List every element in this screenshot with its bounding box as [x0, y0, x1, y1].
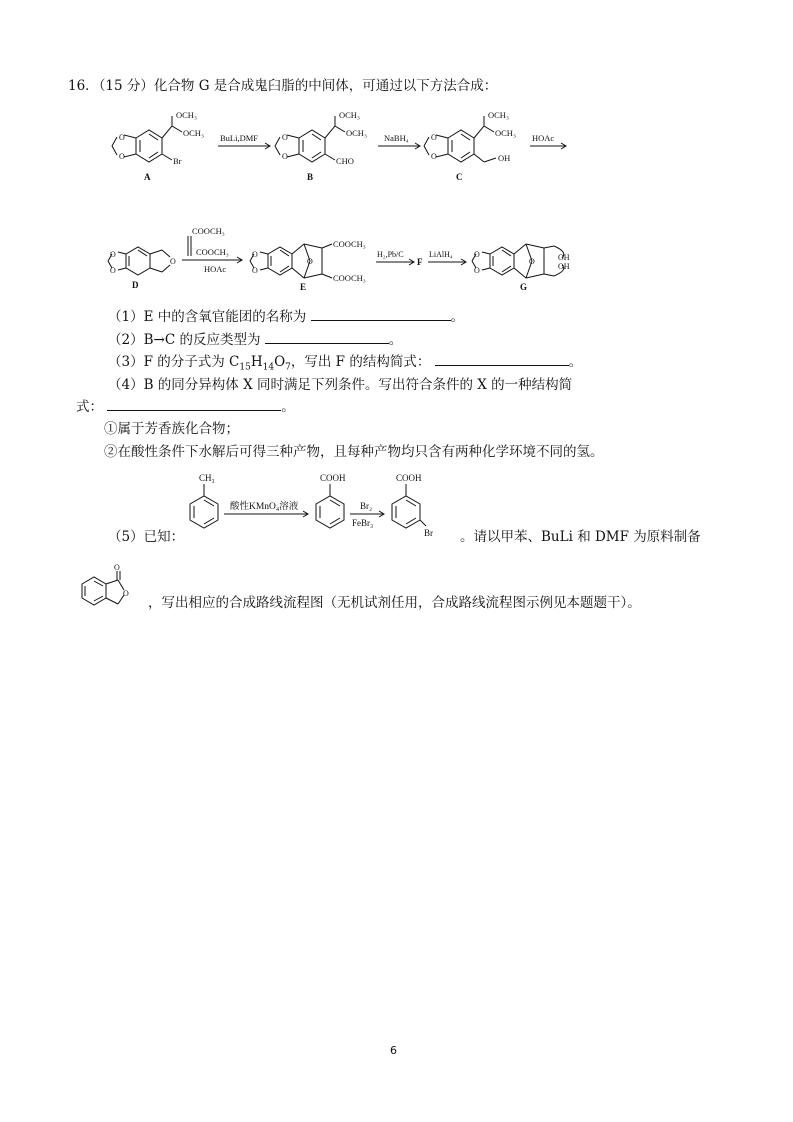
compound-g-structure — [472, 244, 564, 278]
question-5-instruction: ，写出相应的合成路线流程图（无机试剂任用，合成路线流程图示例见本题题干）。 — [148, 595, 641, 611]
reagent-6: LiAlH₄ — [429, 250, 453, 259]
c-sub3: OH — [498, 153, 511, 163]
question-1: （1）E 中的含氧官能团的名称为 。 — [108, 309, 465, 325]
svg-text:O: O — [170, 257, 176, 266]
svg-text:O: O — [119, 152, 125, 161]
question-1-text: （1）E 中的含氧官能团的名称为 — [108, 309, 307, 325]
svg-text:O: O — [431, 133, 437, 142]
svg-text:O: O — [282, 152, 288, 161]
answer-blank-4[interactable] — [107, 398, 281, 411]
question-header — [68, 77, 497, 95]
svg-text:O: O — [110, 266, 116, 275]
question-number: 16． — [68, 78, 99, 94]
question-5-text: 。请以甲苯、BuLi 和 DMF 为原料制备 — [460, 529, 701, 545]
label-a: A — [144, 172, 151, 182]
svg-text:O: O — [474, 266, 480, 275]
bromobenzoic-acid-structure — [392, 484, 426, 528]
e-sub1: COOCH₃ — [333, 239, 366, 249]
reagent-2: NaBH₄ — [384, 133, 409, 143]
label-b: B — [307, 172, 314, 182]
label-e: E — [300, 282, 307, 292]
question-5-label: （5）已知： — [108, 529, 185, 545]
svg-text:O: O — [529, 257, 535, 266]
page-number: 6 — [390, 1044, 397, 1057]
label-g: G — [520, 282, 528, 292]
phthalide-structure — [76, 562, 148, 618]
label-c: C — [456, 172, 463, 182]
label-d: D — [132, 280, 139, 290]
benzoic-acid-structure — [316, 484, 344, 528]
svg-text:O: O — [474, 250, 480, 259]
question-2-text: （2）B→C 的反应类型为 — [108, 332, 261, 348]
reagent-1: BuLi,DMF — [220, 133, 259, 143]
reagent-br2: Br₂ — [360, 501, 373, 511]
a-sub1: OCH₃ — [176, 110, 197, 120]
b-sub3: CHO — [336, 156, 354, 166]
benzoic-sub: COOH — [320, 473, 346, 483]
answer-blank-1[interactable] — [311, 308, 451, 321]
a-sub3: Br — [173, 156, 182, 166]
bromo-sub2: Br — [424, 528, 433, 538]
b-sub2: OCH₃ — [346, 128, 367, 138]
toluene-sub: CH₃ — [199, 473, 215, 483]
question-2: （2）B→C 的反应类型为 。 — [108, 332, 403, 348]
e-sub2: COOCH₃ — [333, 273, 366, 283]
svg-text:O: O — [252, 250, 258, 259]
bromo-sub1: COOH — [396, 473, 422, 483]
c-sub1: OCH₃ — [488, 110, 509, 120]
reagent-4-top2: COOCH₃ — [196, 247, 229, 257]
svg-text:O: O — [431, 152, 437, 161]
reagent-kmno4: 酸性KMnO₄溶液 — [230, 502, 299, 512]
answer-blank-2[interactable] — [265, 331, 389, 344]
svg-text:O: O — [307, 257, 313, 266]
reagent-4-bottom: HOAc — [204, 264, 227, 274]
condition-2: ②在酸性条件下水解后可得三种产物，且每种产物均只含有两种化学环境不同的氢。 — [104, 444, 604, 460]
ring-o: O — [123, 589, 129, 598]
reaction-scheme-row2 — [100, 222, 590, 292]
b-sub1: OCH₃ — [339, 110, 360, 120]
question-score: （15 分） — [98, 78, 154, 94]
answer-blank-3[interactable] — [435, 353, 569, 366]
g-sub2: OH — [558, 262, 570, 271]
reagent-5: H₂,Pb/C — [377, 250, 404, 259]
known-reaction-scheme — [180, 470, 460, 550]
svg-text:O: O — [282, 133, 288, 142]
reagent-4-top1: COOCH₃ — [192, 226, 225, 236]
reagent-3: HOAc — [532, 133, 555, 143]
reagent-febr3: FeBr₃ — [352, 518, 374, 528]
toluene-structure — [190, 484, 218, 528]
question-intro: 化合物 G 是合成鬼臼脂的中间体，可通过以下方法合成： — [153, 78, 498, 94]
compound-d-structure — [108, 247, 170, 275]
question-3: （3）F 的分子式为 $C_{15}H_{14}O_7$，写出 F 的结构简式： 。 — [108, 354, 583, 373]
label-f: F — [417, 257, 423, 267]
c-sub2: OCH₃ — [495, 128, 516, 138]
svg-text:O: O — [119, 133, 125, 142]
svg-text:O: O — [252, 266, 258, 275]
svg-text:O: O — [110, 250, 116, 259]
condition-1: ①属于芳香族化合物； — [104, 421, 239, 437]
a-sub2: OCH₃ — [183, 128, 204, 138]
compound-e-structure — [250, 244, 332, 278]
g-sub1: OH — [558, 253, 570, 262]
reaction-scheme-row1 — [100, 108, 570, 188]
carbonyl-o: O — [114, 563, 120, 572]
question-4: （4）B 的同分异构体 X 同时满足下列条件。写出符合条件的 X 的一种结构简 — [108, 377, 573, 393]
question-4-continued: 式： 。 — [76, 399, 295, 415]
